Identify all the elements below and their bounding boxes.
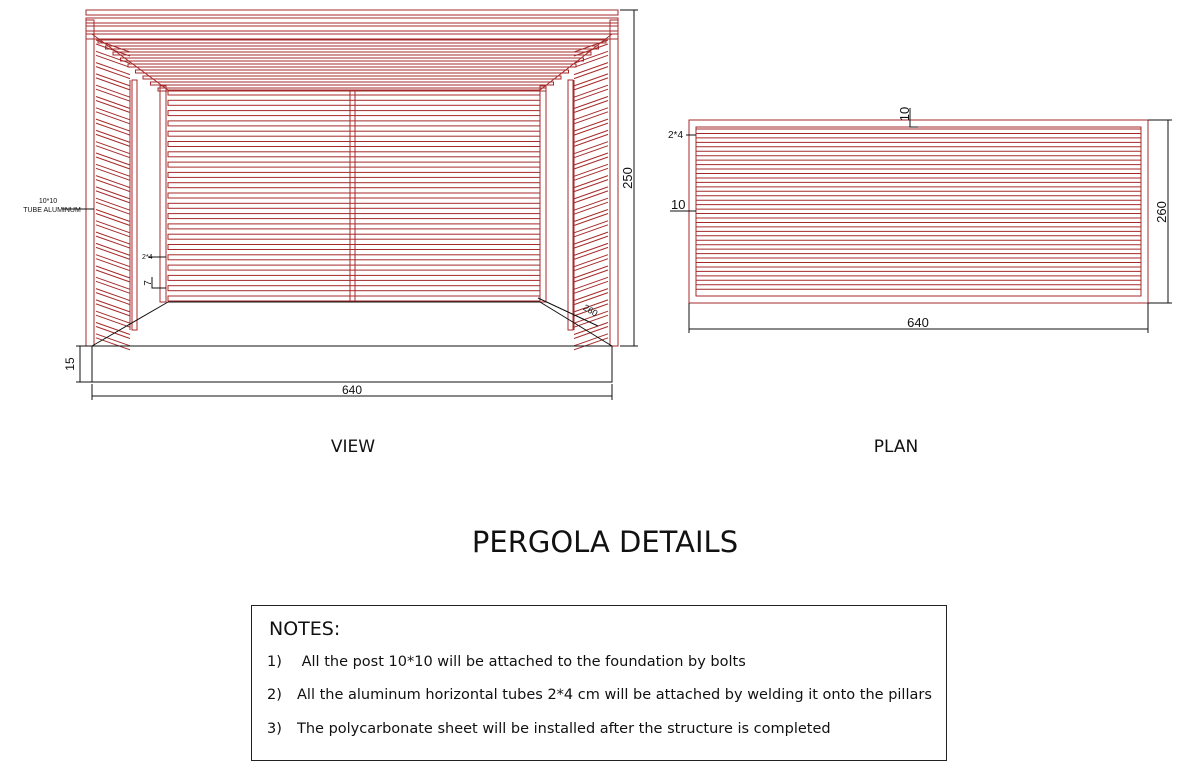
plan-left-dimension: 10: [671, 197, 686, 212]
roof-slat: [98, 40, 606, 43]
front-post-right: [610, 20, 618, 346]
side-post-right: [568, 80, 573, 330]
roof-slat: [136, 70, 569, 73]
view-gap-label: 7: [143, 280, 154, 286]
back-wall-slat: [168, 162, 540, 167]
back-wall-slat: [168, 100, 540, 105]
note-number: 1): [267, 654, 282, 670]
view-width-dimension: 640: [341, 383, 363, 397]
view-base-dimension: 15: [63, 357, 77, 371]
side-post-left: [132, 80, 137, 330]
rear-post-left: [160, 86, 166, 302]
back-wall-slat: [168, 142, 540, 147]
back-wall-slat: [168, 131, 540, 136]
note-text: All the post 10*10 will be attached to the foundation by bolts: [297, 654, 746, 670]
floor-outline: [92, 298, 612, 346]
right-side-wall: [574, 40, 608, 350]
back-wall-slat: [168, 193, 540, 198]
note-text: All the aluminum horizontal tubes 2*4 cm will be attached by welding it onto the pillars: [297, 687, 932, 703]
back-wall-slat: [168, 275, 540, 280]
back-wall-slat: [168, 224, 540, 229]
plan-width-dimension: 640: [907, 315, 929, 330]
back-wall-slat: [168, 234, 540, 239]
note-text: The polycarbonate sheet will be installed after the structure is completed: [297, 721, 831, 737]
base-slab: [92, 346, 612, 382]
view-depth-dimension: 260: [581, 302, 600, 319]
roof-slat: [151, 82, 554, 85]
notes-heading: NOTES:: [269, 618, 341, 640]
back-wall-slats: [168, 90, 540, 302]
back-wall-slat: [168, 265, 540, 270]
back-wall-slat: [168, 172, 540, 177]
note-item-1: [267, 654, 746, 670]
plan-caption: PLAN: [873, 437, 919, 457]
notes-box: [251, 605, 947, 761]
plan-dimensions: [670, 108, 1172, 333]
front-post-left: [86, 20, 94, 346]
note-item-2: [267, 687, 932, 703]
roof-slats: [92, 34, 612, 91]
roof-slat: [128, 64, 576, 67]
back-wall-slat: [168, 214, 540, 219]
plan-depth-dimension: 260: [1154, 201, 1169, 223]
plan-slat-label: 2*4: [668, 130, 684, 141]
plan-top-dimension: 10: [897, 106, 912, 122]
view-caption: VIEW: [330, 437, 376, 457]
view-height-dimension: 250: [620, 167, 635, 189]
view-slat-label: 2*4: [142, 254, 153, 261]
plan-view: [668, 107, 1172, 333]
left-side-wall: [96, 40, 130, 350]
tube-label-size: 10*10: [38, 198, 58, 205]
roof-beam: [86, 34, 618, 39]
view-elevation: [23, 10, 638, 400]
roof-slat: [143, 76, 561, 79]
back-wall-slat: [168, 121, 540, 126]
roof-beam: [86, 10, 618, 15]
note-number: 2): [267, 687, 282, 703]
page-title: PERGOLA DETAILS: [471, 525, 739, 559]
roof-beams: [86, 10, 618, 39]
back-wall-slat: [168, 183, 540, 188]
note-number: 3): [267, 721, 282, 737]
back-wall-slat: [168, 203, 540, 208]
roof-slat: [106, 46, 599, 49]
tube-label-text: TUBE ALUMINUM: [23, 207, 81, 214]
back-wall-slat: [168, 152, 540, 157]
note-item-3: [267, 721, 831, 737]
roof-beam: [86, 18, 618, 23]
back-wall-slat: [168, 286, 540, 291]
back-wall-slat: [168, 245, 540, 250]
back-wall-slat: [168, 296, 540, 301]
plan-slats: [696, 129, 1141, 289]
back-wall-slat: [168, 111, 540, 116]
back-wall-slat: [168, 255, 540, 260]
roof-beam: [86, 26, 618, 31]
rear-post-right: [540, 86, 546, 302]
roof-slat: [113, 52, 591, 55]
roof-slat: [121, 58, 584, 61]
